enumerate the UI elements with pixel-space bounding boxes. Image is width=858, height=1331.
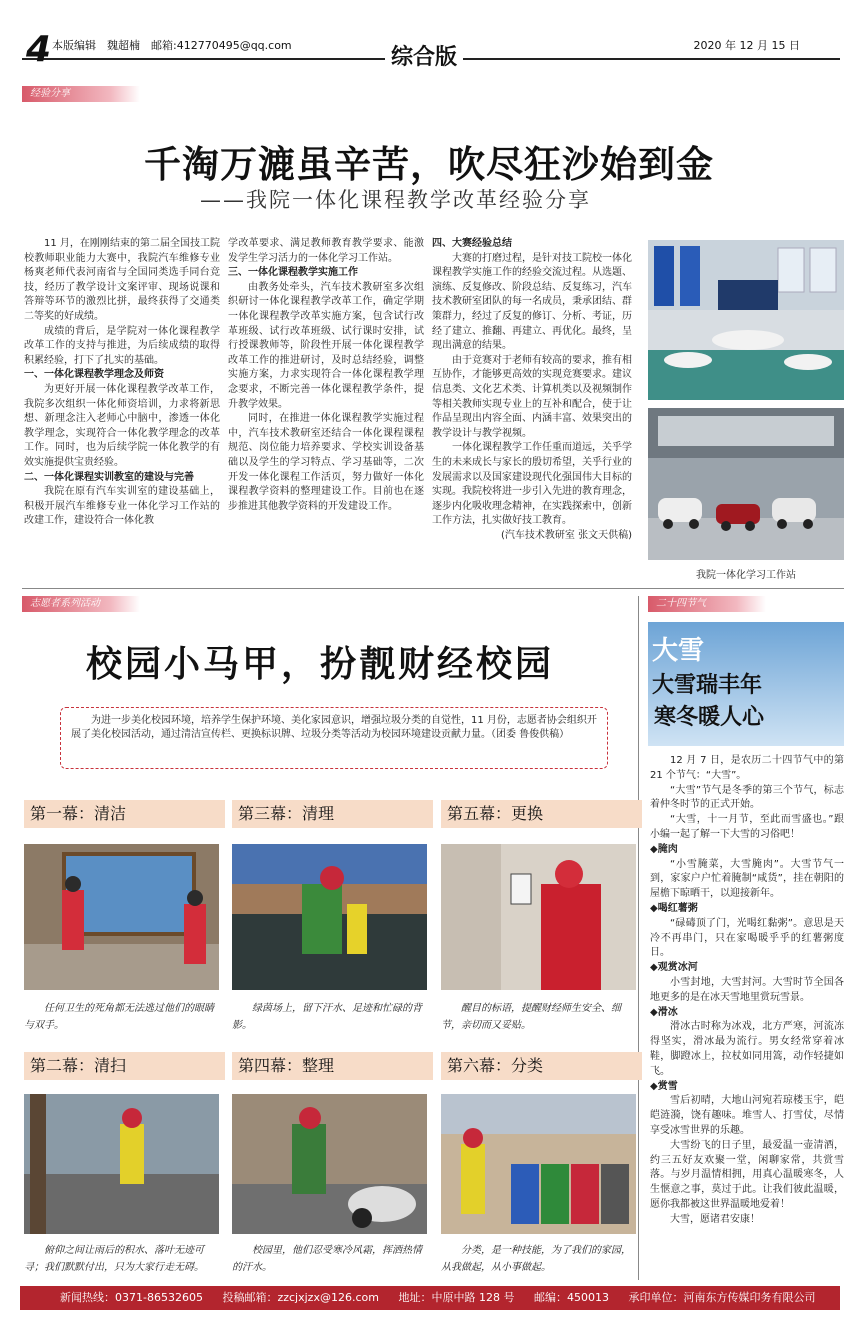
act-title-2: 第二幕：清扫: [24, 1052, 225, 1080]
solar-heading: ◆腌肉: [650, 843, 678, 855]
article-paragraph: 为更好开展一体化课程教学改革工作，我院多次组织一体化师资培训，力求将新思想、新理念注入老师心中脑中，渗透一体化教学理念，实现符合一体化教学理念的改革工作。同时，也为后续学院一体化教学的有效实施提供宝贵经验。: [24, 383, 220, 468]
photo-caption: 我院一体化学习工作站: [696, 570, 796, 581]
solar-paragraph: 滑冰古时称为冰戏，北方严寒，河流冻得坚实，滑冰最为流行。男女经常穿着冰鞋，脚蹬冰上，拉杖如同用篙，动作轻捷如飞。: [650, 1021, 844, 1077]
article-paragraph: 大赛的打磨过程，是针对技工院校一体化课程教学实施工作的经验交流过程。从选题、演练、反复修改、阶段总结、反复练习，汽车技术教研室团队的每一名成员，秉承团结、群策群力，经过了反复的修订、分析、考证，历经了建立、推翻、再建立、再优化。最终，呈现出满意的结果。: [432, 252, 632, 352]
article-paragraph: 一体化课程教学工作任重而道远，关乎学生的未来成长与家长的殷切希望，关乎行业的发展需求以及国家建设现代化强国伟大目标的实现。我院校将进一步引入先进的教育理念，逐步内化吸收理念精神，在实践探索中，创新工作方法，扎实做好技工教育。: [432, 442, 632, 527]
column-divider: [638, 596, 639, 1280]
act-photo-cleaning: [24, 844, 219, 990]
act-caption-5: 醒目的标语，提醒财经师生安全、细节，亲切而又妥贴。: [441, 1003, 621, 1031]
article-column-2: [228, 237, 424, 583]
solar-paragraph: “大雪，十一月节，至此而雪盛也。”跟小编一起了解一下大雪的习俗吧！: [650, 814, 844, 840]
act-caption-3: 绿茵场上，留下汗水、足迹和忙碌的背影。: [232, 1003, 422, 1031]
solar-paragraph: 雪后初晴，大地山河宛若琼楼玉宇，皑皑涟漪，饶有趣味。堆雪人、打雪仗，尽情享受冰雪世界的乐趣。: [650, 1095, 844, 1136]
article-byline: (汽车技术教研室 张文天供稿): [501, 529, 632, 541]
solar-heading: ◆喝红薯粥: [650, 902, 698, 914]
solar-heading: ◆滑冰: [650, 1006, 678, 1018]
solar-paragraph: 大雪，愿诸君安康！: [670, 1213, 760, 1225]
solar-banner: [648, 622, 844, 746]
solar-paragraph: 大雪纷飞的日子里，最爱温一壶清酒，约三五好友欢聚一堂，闲聊家常，共赏雪落。与岁月温情相拥，用真心温暖寒冬，人生惬意之事，莫过于此。让我们彼此温暖，愿你我都被这世界温暖地爱着！: [650, 1139, 844, 1210]
act-title-6: 第六幕：分类: [441, 1052, 642, 1080]
article-heading: 二、一体化课程实训教室的建设与完善: [24, 471, 194, 483]
editor-info: 本版编辑 魏超楠 邮箱:412770495@qq.com: [52, 39, 292, 52]
act-title-3: 第三幕：清理: [232, 800, 433, 828]
volunteer-title: 校园小马甲，扮靓财经校园: [85, 644, 554, 685]
act-photo-sorting: [441, 1094, 636, 1234]
solar-paragraph: “大雪”节气是冬季的第三个节气，标志着仲冬时节的正式开始。: [650, 784, 844, 811]
act-photo-sweeping: [24, 1094, 219, 1234]
section-tag-solar: 二十四节气: [648, 596, 766, 612]
section-name: 综合版: [385, 40, 463, 71]
article-paragraph: 成绩的背后，是学院对一体化课程教学改革工作的支持与推进，为后续成绩的取得积累经验，打下了扎实的基础。: [24, 325, 220, 366]
volunteer-intro: 为进一步美化校园环境，培养学生保护环境、美化家园意识，增强垃圾分类的自觉性，11 月份，志愿者协会组织开展了美化校园活动，通过清洁宣传栏、更换标识牌、垃圾分类等活动为校园环境建设贡献力量。（团委 鲁俊供稿）: [60, 707, 608, 769]
article-heading: 四、大赛经验总结: [432, 238, 512, 249]
footer-email: 投稿邮箱：zzcjxjzx@126.com: [222, 1291, 379, 1304]
footer-address: 地址：中原中路 128 号: [398, 1291, 515, 1304]
article-column-3: [432, 237, 632, 583]
article-paragraph: 11 月，在刚刚结束的第二届全国技工院校教师职业能力大赛中，我院汽车维修专业杨爽老师代表河南省与全国同类选手同台竞技，经历了教学设计文案评审、现场说课和答辩等环节的激烈比拼，最终获得了交通类二等奖的好成绩。: [24, 238, 220, 322]
section-tag-volunteer: 志愿者系列活动: [22, 596, 140, 612]
solar-paragraph: 12 月 7 日，是农历二十四节气中的第 21 个节气：“大雪”。: [650, 755, 844, 781]
solar-paragraph: 小雪封地，大雪封河。大雪时节全国各地更多的是在冰天雪地里赏玩雪景。: [650, 976, 844, 1003]
solar-banner-line1: 大雪瑞丰年: [652, 673, 763, 698]
solar-heading: ◆赏雪: [650, 1080, 678, 1092]
article-paragraph: 同时，在推进一体化课程教学实施过程中，汽车技术教研室还结合一体化课程课程规范、岗位能力培养要求、学校实训设备基础以及学生的学习特点、学习基础等，二次开发一体化课程工作活页，努力做好一体化课程教学资料的整理建设工作。目前也在逐步推进其他教学资料的开发建设工作。: [228, 413, 424, 512]
footer-hotline: 新闻热线：0371-86532605: [60, 1291, 203, 1304]
article-heading: 一、一体化课程教学理念及师资: [24, 369, 164, 381]
act-title-1: 第一幕：清洁: [24, 800, 225, 828]
article-column-1: [24, 237, 220, 583]
footer-postcode: 邮编：450013: [533, 1291, 609, 1304]
solar-article: [650, 754, 844, 1278]
solar-banner-line2: 寒冬暖人心: [654, 705, 765, 730]
solar-heading: ◆观赏冰河: [650, 962, 698, 974]
footer-bar: [20, 1286, 840, 1310]
act-title-4: 第四幕：整理: [232, 1052, 433, 1080]
act-caption-6: 分类，是一种技能，为了我们的家园，从我做起，从小事做起。: [441, 1245, 631, 1273]
section-tag-experience: 经验分享: [22, 86, 140, 102]
act-title-5: 第五幕：更换: [441, 800, 642, 828]
act-photo-replacing: [441, 844, 636, 990]
solar-paragraph: “碌碡顶了门，光喝红黏粥”。意思是天冷不再串门，只在家喝暖乎乎的红薯粥度日。: [650, 917, 844, 959]
article-paragraph: 我院在原有汽车实训室的建设基础上，积极开展汽车维修专业一体化学习工作站的改建工作，建设符合一体化教: [24, 486, 220, 527]
act-photo-clearing: [232, 844, 427, 990]
article-subtitle: ——我院一体化课程教学改革经验分享: [200, 188, 591, 212]
article-heading: 三、一体化课程教学实施工作: [228, 267, 358, 279]
section-divider: [22, 588, 844, 589]
article-title: 千淘万漉虽辛苦，吹尽狂沙始到金: [144, 143, 714, 186]
act-photo-organizing: [232, 1094, 427, 1234]
act-caption-4: 校园里，他们忍受寒冷风霜，挥洒热情的汗水。: [232, 1245, 422, 1273]
act-caption-1: 任何卫生的死角都无法逃过他们的眼睛与双手。: [24, 1003, 214, 1031]
article-paragraph: 学改革要求、满足教师教育教学要求、能激发学生学习活力的一体化学习工作站。: [228, 238, 424, 264]
page-number: 4: [26, 29, 52, 70]
solar-banner-title: 大雪: [652, 636, 705, 666]
solar-paragraph: “小雪腌菜，大雪腌肉”。大雪节气一到，家家户户忙着腌制“咸货”，挂在朝阳的屋檐下晾晒干，以迎接新年。: [650, 858, 844, 900]
workstation-photo-1: [648, 240, 844, 400]
act-caption-2: 俯仰之间让雨后的积水、落叶无迹可寻；我们默默付出，只为大家行走无碍。: [24, 1245, 204, 1273]
issue-date: 2020 年 12 月 15 日: [693, 39, 800, 52]
footer-printer: 承印单位：河南东方传媒印务有限公司: [628, 1291, 816, 1304]
article-paragraph: 由于竞赛对于老师有较高的要求，推有相互协作，才能够更高效的实现竞赛要求。建议信息类、文化艺术类、计算机类以及视频制作等相关教师实现专业上的互补和配合，使于让作品呈现出内容全面、内涵丰富、效果突出的教学设计与教学视频。: [432, 354, 632, 439]
workstation-photo-2: [648, 408, 844, 560]
article-paragraph: 由教务处牵头，汽车技术教研室多次组织研讨一体化课程教学改革工作，确定学期一体化课程教学改革实施方案，包含试行改革班级、试行改革班级、试行课时安排，试行授课教师等，阶段性开展一体化课程教学改革工作的推进研讨，及时总结经验，调整实施方案，力求实现符合一体化课程教学理念要求，不断完善一体化课程教学条件，提升教学效果。: [228, 281, 424, 410]
